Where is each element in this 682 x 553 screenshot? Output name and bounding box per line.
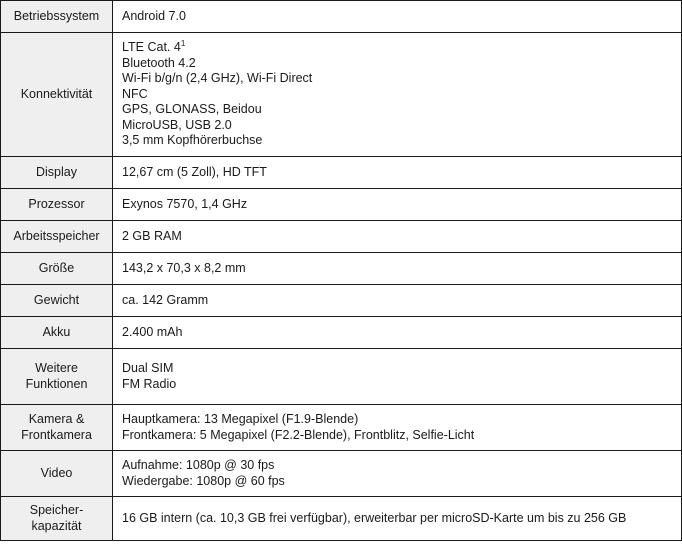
value-line [122, 40, 681, 56]
label-line: Gewicht [33, 292, 80, 307]
spec-row-video [1, 451, 682, 497]
label-cell [1, 1, 113, 33]
label-line: Arbeitsspeicher [13, 228, 100, 243]
value-line: ca. 142 Gramm [122, 292, 209, 307]
value-line: NFC [122, 86, 148, 101]
spec-row-ram [1, 221, 682, 253]
spec-row-features [1, 349, 682, 405]
spec-row-processor [1, 189, 682, 221]
value-line: FM Radio [122, 376, 177, 391]
label-cell [1, 285, 113, 317]
label-line: Prozessor [28, 196, 85, 211]
label-cell [1, 451, 113, 497]
label-line: Frontkamera [21, 427, 92, 442]
value-line: Aufnahme: 1080p @ 30 fps [122, 458, 275, 472]
label-cell [1, 33, 113, 157]
value-line: GPS, GLONASS, Beidou [122, 102, 262, 117]
label-line: Funktionen [25, 376, 88, 391]
spec-row-size [1, 253, 682, 285]
value-line: 3,5 mm Kopfhörerbuchse [122, 133, 263, 148]
value-line: Bluetooth 4.2 [122, 55, 196, 70]
label-line: Konnektivität [20, 86, 93, 101]
value-cell [113, 1, 682, 33]
value-cell [113, 285, 682, 317]
label-line: Größe [38, 260, 75, 275]
value-cell [113, 317, 682, 349]
value-cell [113, 189, 682, 221]
label-cell [1, 157, 113, 189]
value-line: 12,67 cm (5 Zoll), HD TFT [122, 164, 267, 179]
label-line: Akku [42, 324, 71, 339]
label-cell [1, 497, 113, 541]
footnote-mark: 1 [180, 39, 186, 49]
label-line: Kamera & [28, 412, 85, 426]
label-line: Speicher- [29, 503, 84, 517]
value-line: MicroUSB, USB 2.0 [122, 117, 232, 132]
value-cell [113, 33, 682, 157]
value-line: 143,2 x 70,3 x 8,2 mm [122, 260, 246, 275]
label-cell [1, 189, 113, 221]
value-cell [113, 349, 682, 405]
label-cell [1, 349, 113, 405]
spec-row-connectivity [1, 33, 682, 157]
label-cell [1, 253, 113, 285]
value-line: Android 7.0 [122, 8, 186, 23]
label-line: Video [40, 465, 73, 480]
value-line: 2.400 mAh [122, 324, 183, 339]
value-line: Frontkamera: 5 Megapixel (F2.2-Blende), Frontblitz, Selfie-Licht [122, 427, 475, 442]
spec-row-display [1, 157, 682, 189]
label-line: Display [36, 164, 77, 179]
value-text: LTE Cat. 4 [122, 40, 181, 55]
label-cell [1, 405, 113, 451]
value-line: Exynos 7570, 1,4 GHz [122, 196, 248, 211]
value-cell [113, 221, 682, 253]
value-line: Hauptkamera: 13 Megapixel (F1.9-Blende) [122, 412, 359, 426]
spec-row-weight [1, 285, 682, 317]
value-cell [113, 405, 682, 451]
value-cell [113, 253, 682, 285]
value-cell [113, 451, 682, 497]
spec-row-storage [1, 497, 682, 541]
value-line: Dual SIM [122, 361, 174, 375]
label-cell [1, 317, 113, 349]
spec-row-os [1, 1, 682, 33]
label-line: Weitere [35, 361, 78, 375]
value-line: Wiedergabe: 1080p @ 60 fps [122, 473, 285, 488]
label-line: Betriebssystem [13, 8, 100, 23]
value-line: 2 GB RAM [122, 228, 182, 243]
label-cell [1, 221, 113, 253]
spec-row-battery [1, 317, 682, 349]
value-cell [113, 157, 682, 189]
value-cell [113, 497, 682, 541]
value-line: Wi-Fi b/g/n (2,4 GHz), Wi-Fi Direct [122, 71, 313, 86]
spec-row-camera [1, 405, 682, 451]
label-line: kapazität [31, 518, 82, 533]
value-line: 16 GB intern (ca. 10,3 GB frei verfügbar), erweiterbar per microSD-Karte um bis zu 256 GB [122, 510, 627, 525]
